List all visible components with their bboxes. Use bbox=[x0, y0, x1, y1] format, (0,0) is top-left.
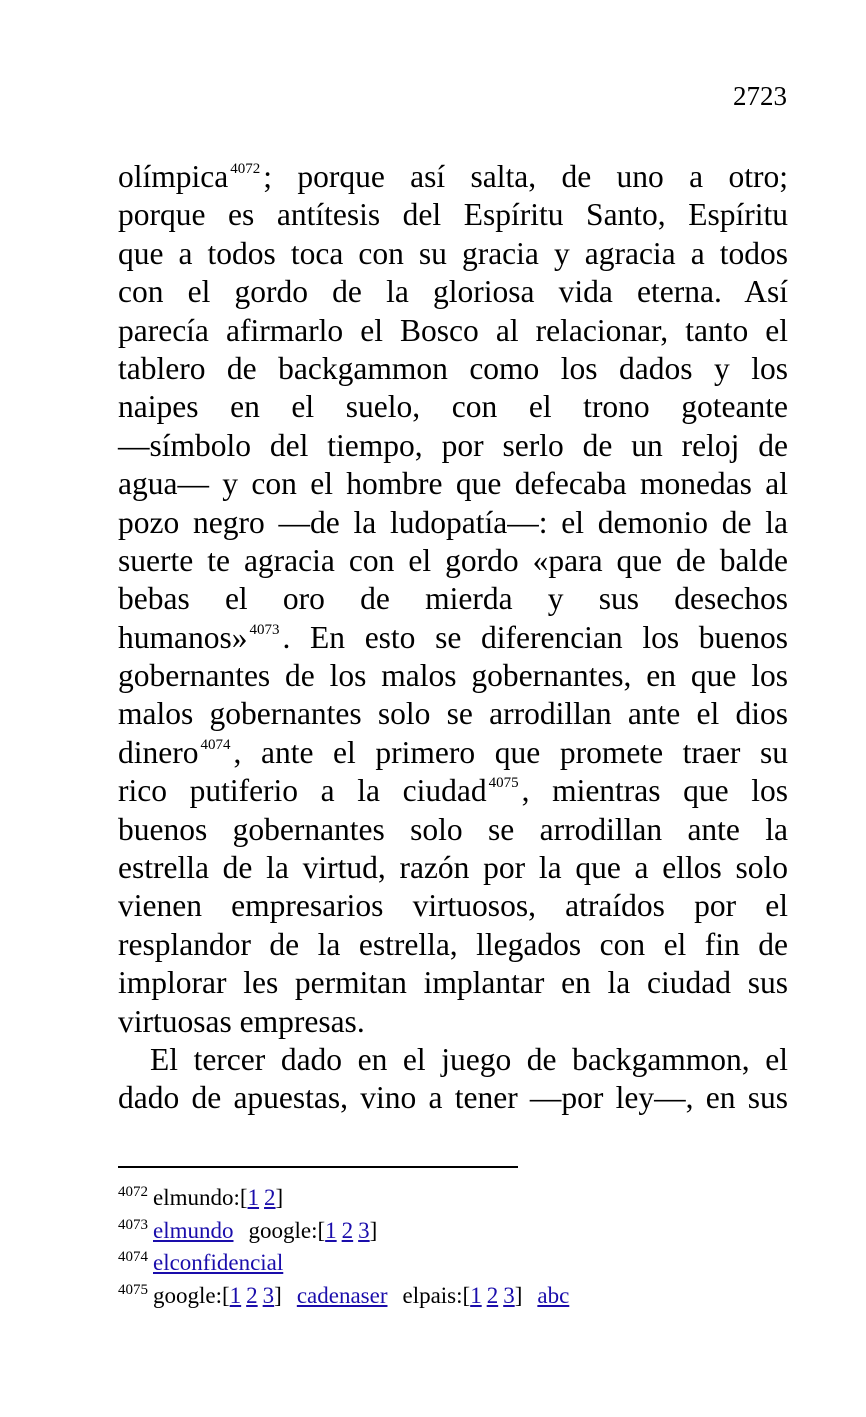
footnote-number: 4072 bbox=[118, 1184, 148, 1200]
footnote-ref[interactable]: 4072 bbox=[230, 161, 261, 177]
source-link[interactable]: 2 bbox=[246, 1282, 258, 1308]
source-link[interactable]: 1 bbox=[229, 1282, 242, 1308]
text-line: con el gordo de la gloriosa vida eterna. Así bbox=[118, 274, 788, 310]
footnotes bbox=[118, 1182, 569, 1312]
footnote-number: 4073 bbox=[118, 1216, 148, 1233]
text-line: malos gobernantes solo se arrodillan ante el dios bbox=[118, 696, 788, 732]
source-link[interactable]: 3 bbox=[503, 1282, 515, 1308]
footnote-ref[interactable]: 4075 bbox=[488, 775, 519, 792]
footnote-4072: $^{4072}$ elmundo:[1 2] bbox=[118, 1184, 284, 1210]
footnote-4074 bbox=[118, 1247, 569, 1280]
text-line: parecía afirmarlo el Bosco al relacionar, tanto el bbox=[118, 312, 788, 348]
source-link[interactable]: elmundo bbox=[153, 1217, 234, 1243]
source-link[interactable]: 1 bbox=[247, 1185, 260, 1210]
source-link[interactable]: abc bbox=[537, 1282, 570, 1308]
source-link[interactable]: elconfidencial bbox=[153, 1250, 284, 1275]
footnote-ref[interactable]: 4074 bbox=[200, 736, 231, 753]
page-number: 2723 bbox=[733, 81, 787, 111]
text-line: olímpica $^{4072}$; porque así salta, de uno a otro; bbox=[118, 159, 788, 194]
text-line: rico putiferio a la ciudad $^{4075}$, mientras que los bbox=[118, 773, 788, 809]
text-line: buenos gobernantes solo se arrodillan ante la bbox=[118, 811, 788, 847]
text-line: resplandor de la estrella, llegados con el fin de bbox=[118, 926, 788, 962]
text-line: El tercer dado en el juego de backgammon, el bbox=[150, 1041, 788, 1077]
source-link[interactable]: 3 bbox=[262, 1282, 275, 1308]
text-line: bebas el oro de mierda y sus desechos bbox=[118, 581, 788, 617]
text-line: agua— y con el hombre que defecaba monedas al bbox=[118, 466, 788, 502]
text-line: dinero $^{4074}$, ante el primero que promete traer su bbox=[118, 734, 788, 770]
footnote-4073: $^{4073}$ elmundo google:[1 2 3] bbox=[118, 1216, 378, 1243]
text-line: dado de apuestas, vino a tener —por ley—, en sus bbox=[118, 1080, 788, 1116]
text-line: porque es antítesis del Espíritu Santo, Espíritu bbox=[118, 197, 788, 233]
source-link[interactable]: 2 bbox=[486, 1282, 499, 1308]
source-link[interactable]: cadenaser bbox=[296, 1282, 388, 1308]
text-line: vienen empresarios virtuosos, atraídos por el bbox=[118, 888, 788, 924]
footnote-separator bbox=[118, 1166, 518, 1168]
footnote-number: 4075 bbox=[118, 1281, 148, 1298]
footnote-number: 4074 bbox=[118, 1249, 148, 1265]
footnote-ref[interactable]: 4073 bbox=[249, 621, 280, 638]
text-line: implorar les permitan implantar en la ciudad sus bbox=[118, 965, 788, 1001]
text-line: tablero de backgammon como los dados y los bbox=[118, 350, 788, 386]
text-line: virtuosas empresas. bbox=[118, 1003, 365, 1039]
source-link[interactable]: 2 bbox=[341, 1217, 354, 1243]
text-line: suerte te agracia con el gordo «para que de balde bbox=[118, 542, 788, 578]
text-line: gobernantes de los malos gobernantes, en que los bbox=[118, 658, 788, 694]
footnote-4075: $^{4075}$ google:[1 2 3] cadenaser elpais:[1 2 3] abc bbox=[118, 1281, 570, 1308]
text-line: naipes en el suelo, con el trono goteante bbox=[118, 389, 788, 425]
source-link[interactable]: 2 bbox=[264, 1185, 276, 1210]
source-link[interactable]: 3 bbox=[358, 1217, 370, 1243]
text-line: humanos» $^{4073}$. En esto se diferencian los buenos bbox=[118, 619, 788, 655]
text-line: que a todos toca con su gracia y agracia a todos bbox=[118, 235, 788, 271]
text-line: estrella de la virtud, razón por la que a ellos solo bbox=[118, 850, 788, 886]
text-line: pozo negro —de la ludopatía—: el demonio de la bbox=[118, 504, 788, 540]
source-link[interactable]: 1 bbox=[325, 1217, 337, 1243]
source-link[interactable]: 1 bbox=[470, 1282, 482, 1308]
body-text bbox=[118, 158, 788, 1118]
text-line: —símbolo del tiempo, por serlo de un reloj de bbox=[118, 427, 788, 463]
